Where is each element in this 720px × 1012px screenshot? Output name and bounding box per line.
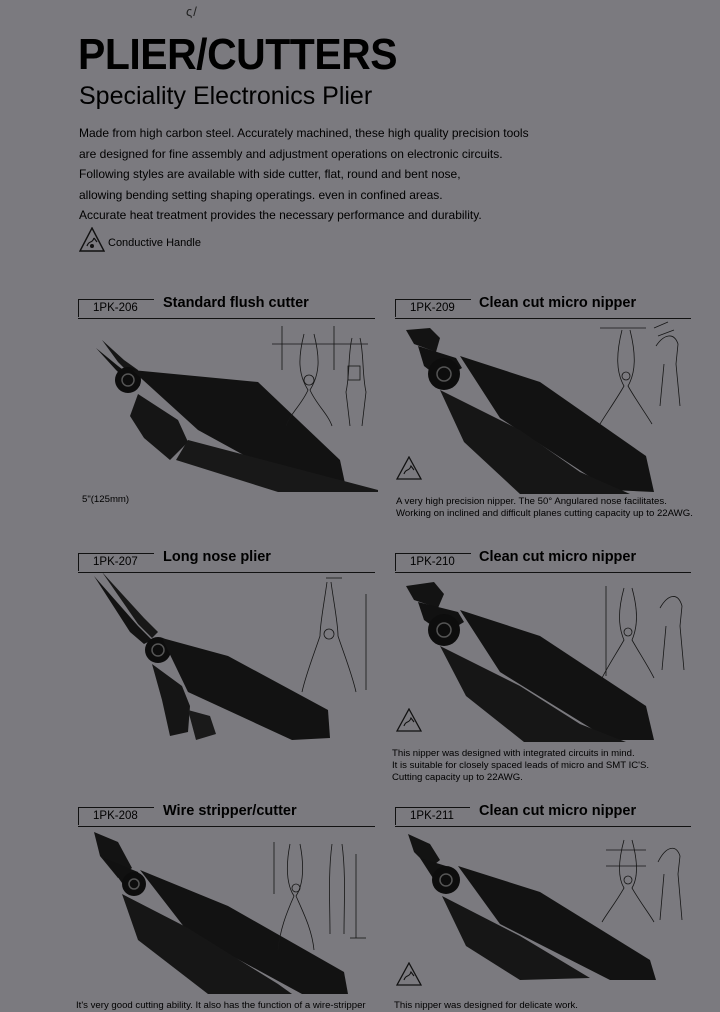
intro-line: Made from high carbon steel. Accurately machined, these high quality precision tools: [79, 126, 529, 140]
header-rule: [78, 826, 375, 827]
description-line: This nipper was designed with integrated circuits in mind.: [392, 748, 635, 759]
intro-paragraph: [79, 123, 529, 226]
description-line: Cutting capacity up to 22AWG.: [392, 772, 523, 783]
product-code: 1PK-211: [395, 807, 470, 825]
product-name: Clean cut micro nipper: [479, 803, 637, 819]
esd-warning-icon: [396, 456, 422, 480]
product-header-1pk-206: [78, 295, 375, 319]
product-header-1pk-208: [78, 803, 375, 827]
product-name: Clean cut micro nipper: [479, 295, 637, 311]
product-header-1pk-211: [395, 803, 691, 827]
esd-warning-icon: [396, 962, 422, 986]
page-subtitle: Speciality Electronics Plier: [79, 82, 373, 110]
conductive-handle-label: Conductive Handle: [108, 237, 201, 249]
product-description: It's very good cutting ability. It also has the function of a wire-stripper: [76, 1000, 366, 1011]
product-description: 5"(125mm): [82, 494, 130, 505]
long-nose-plier-diagram: [296, 574, 376, 696]
description-line: A very high precision nipper. The 50° Angulared nose facilitates.: [396, 496, 667, 507]
product-code: 1PK-210: [395, 553, 471, 571]
product-description: [396, 496, 693, 520]
esd-warning-icon: [396, 708, 422, 732]
product-name: Wire stripper/cutter: [163, 803, 297, 819]
product-code: 1PK-207: [78, 553, 154, 571]
intro-line: are designed for fine assembly and adjustment operations on electronic circuits.: [79, 146, 503, 161]
nipper-diagram: [596, 580, 692, 680]
corner-mark: ς/: [186, 4, 198, 19]
header-rule: [395, 572, 691, 573]
product-description: This nipper was designed for delicate work.: [394, 1000, 578, 1011]
intro-line: Accurate heat treatment provides the necessary performance and durability.: [79, 208, 482, 223]
description-line: Working on inclined and difficult planes cutting capacity up to 22AWG.: [396, 508, 693, 519]
nipper-diagram: [596, 832, 692, 924]
description-line: It is suitable for closely spaced leads of micro and SMT IC'S.: [392, 760, 650, 771]
page-title: PLIER/CUTTERS: [78, 30, 398, 79]
product-code: 1PK-206: [78, 299, 154, 317]
product-name: Standard flush cutter: [163, 295, 309, 311]
cutter-diagram: [268, 318, 378, 428]
wire-stripper-diagram: [266, 834, 376, 954]
esd-warning-icon: [79, 227, 105, 253]
product-description: [392, 748, 649, 784]
intro-line: allowing bending setting shaping operatings. even in confined areas.: [79, 187, 443, 202]
nipper-diagram: [594, 314, 690, 426]
conductive-handle-note: [79, 227, 279, 253]
product-name: Clean cut micro nipper: [479, 549, 637, 565]
product-code: 1PK-208: [78, 807, 154, 825]
intro-line: Following styles are available with side cutter, flat, round and bent nose,: [79, 167, 461, 182]
product-code: 1PK-209: [395, 299, 471, 317]
product-name: Long nose plier: [163, 549, 271, 565]
header-rule: [395, 826, 691, 827]
product-header-1pk-210: [395, 549, 691, 573]
